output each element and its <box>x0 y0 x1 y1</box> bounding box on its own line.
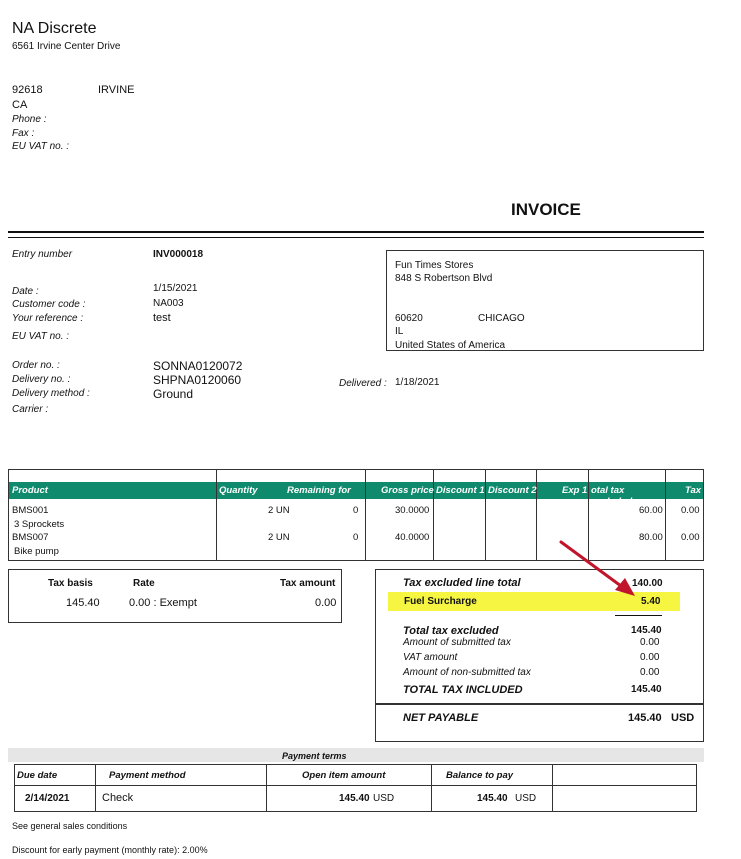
row1-remaining: 0 <box>353 505 359 516</box>
vat-amount-value: 0.00 <box>640 652 660 663</box>
row2-gross: 40.0000 <box>395 532 430 543</box>
order-value: SONNA0120072 <box>153 359 243 373</box>
row1-tax: 0.00 <box>681 505 700 516</box>
customer-zip: 60620 <box>395 313 423 324</box>
row2-remaining: 0 <box>353 532 359 543</box>
net-payable-label: NET PAYABLE <box>403 712 479 724</box>
row1-gross: 30.0000 <box>395 505 430 516</box>
row2-desc: Bike pump <box>14 546 59 557</box>
customer-code-value: NA003 <box>153 298 184 309</box>
line-total-value: 140.00 <box>632 578 663 589</box>
row1-code: BMS001 <box>12 505 49 516</box>
balance-value: 145.40 <box>477 793 508 804</box>
customer-code-label: Customer code : <box>12 299 86 310</box>
submitted-tax-value: 0.00 <box>640 637 660 648</box>
entry-number-value: INV000018 <box>153 249 204 260</box>
customer-state: IL <box>395 326 404 337</box>
rate-label: Rate <box>133 578 155 589</box>
delivered-value: 1/18/2021 <box>395 377 440 388</box>
payment-method-value: Check <box>102 792 134 804</box>
title-divider-thin <box>8 237 704 238</box>
payment-terms-title: Payment terms <box>282 751 347 761</box>
row2-tax: 0.00 <box>681 532 700 543</box>
row1-total: 60.00 <box>639 505 663 516</box>
customer-street: 848 S Robertson Blvd <box>395 273 493 284</box>
reference-value: test <box>153 312 171 324</box>
customer-city: CHICAGO <box>478 313 525 324</box>
fuel-surcharge-value: 5.40 <box>641 596 661 607</box>
open-amount-value: 145.40 <box>339 793 370 804</box>
tax-basis-label: Tax basis <box>48 578 93 589</box>
row2-qty: 2 UN <box>268 532 290 543</box>
col-open-item: Open item amount <box>302 770 386 781</box>
total-tax-excluded-label: Total tax excluded <box>403 625 499 637</box>
seller-state: CA <box>12 99 28 111</box>
seller-phone-label: Phone : <box>12 114 47 125</box>
tax-amount-label: Tax amount <box>280 578 336 589</box>
delivery-method-value: Ground <box>153 387 194 401</box>
tax-summary-box <box>8 569 342 623</box>
col-gross-price: Gross price <box>381 485 434 496</box>
nonsubmitted-tax-value: 0.00 <box>640 667 660 678</box>
rate-value: 0.00 : Exempt <box>129 597 197 609</box>
fuel-surcharge-label: Fuel Surcharge <box>404 596 477 607</box>
submitted-tax-label: Amount of submitted tax <box>403 637 511 648</box>
seller-fax-label: Fax : <box>12 128 35 139</box>
title-divider <box>8 231 704 233</box>
nonsubmitted-tax-label: Amount of non-submitted tax <box>403 667 531 678</box>
seller-zip: 92618 <box>12 84 43 96</box>
col-due-date: Due date <box>17 770 58 781</box>
red-arrow-icon <box>555 538 645 600</box>
col-discount-2: Discount 2 <box>488 485 537 496</box>
total-tax-included-value: 145.40 <box>631 684 662 695</box>
total-tax-included-label: TOTAL TAX INCLUDED <box>403 684 523 696</box>
entry-number-label: Entry number <box>12 249 73 260</box>
net-payable-currency: USD <box>671 712 695 724</box>
order-label: Order no. : <box>12 360 60 371</box>
date-label: Date : <box>12 286 39 297</box>
col-product: Product <box>12 485 48 496</box>
customer-vat-label: EU VAT no. : <box>12 331 70 342</box>
col-tax: Tax <box>685 485 702 496</box>
payment-table <box>14 764 697 812</box>
seller-vat-label: EU VAT no. : <box>12 141 70 152</box>
col-quantity: Quantity <box>219 485 258 496</box>
col-remaining: Remaining for <box>287 485 351 496</box>
seller-street: 6561 Irvine Center Drive <box>12 41 121 52</box>
subtotal-divider <box>615 615 662 616</box>
total-tax-excluded-value: 145.40 <box>631 625 662 636</box>
customer-address-box <box>386 250 704 351</box>
open-amount-currency: USD <box>373 793 395 804</box>
col-payment-method: Payment method <box>109 770 186 781</box>
row1-qty: 2 UN <box>268 505 290 516</box>
row1-desc: 3 Sprockets <box>14 519 65 530</box>
row2-code: BMS007 <box>12 532 49 543</box>
carrier-label: Carrier : <box>12 404 49 415</box>
col-total-tax-excluded: otal tax excluded <box>591 485 633 507</box>
customer-country: United States of America <box>395 340 506 351</box>
customer-name: Fun Times Stores <box>395 260 474 271</box>
seller-city: IRVINE <box>98 84 135 96</box>
sales-conditions-note: See general sales conditions <box>12 821 128 831</box>
delivery-value: SHPNA0120060 <box>153 373 242 387</box>
col-balance: Balance to pay <box>446 770 514 781</box>
col-exp-1: Exp 1 <box>562 485 588 496</box>
delivery-method-label: Delivery method : <box>12 388 90 399</box>
due-date-value: 2/14/2021 <box>25 793 70 804</box>
delivery-label: Delivery no. : <box>12 374 71 385</box>
seller-name: NA Discrete <box>12 20 97 37</box>
vat-amount-label: VAT amount <box>403 652 458 663</box>
early-payment-discount-note: Discount for early payment (monthly rate): 2.00% <box>12 845 208 855</box>
payment-terms-bar <box>8 748 704 762</box>
net-payable-value: 145.40 <box>628 712 662 724</box>
balance-currency: USD <box>515 793 537 804</box>
row2-total: 80.00 <box>639 532 663 543</box>
delivered-label: Delivered : <box>339 378 387 389</box>
date-value: 1/15/2021 <box>153 283 198 294</box>
tax-amount-value: 0.00 <box>315 597 337 609</box>
document-title: INVOICE <box>511 200 581 219</box>
line-total-label: Tax excluded line total <box>403 577 521 589</box>
col-discount-1: Discount 1 <box>436 485 485 496</box>
reference-label: Your reference : <box>12 313 84 324</box>
tax-basis-value: 145.40 <box>66 597 100 609</box>
